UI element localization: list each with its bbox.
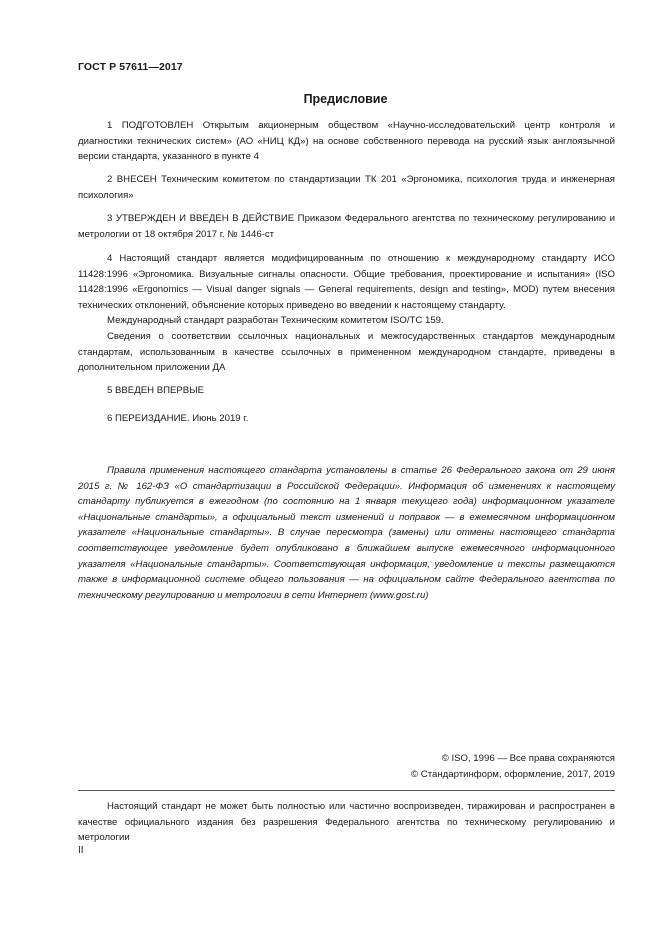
paragraph: Правила применения настоящего стандарта установлены в статье 26 Федерального закона от 29 июня 2015 г. № 162-ФЗ «О стандартизации в Российской Федерации». Информация об изменениях к настоящему стандарту публикуется в ежегодном (по состоянию на 1 января текущего года) информационном указателе «Национальные стандарты», а официальный текст изменений и поправок — в ежемесячном информационном указателе «Национальные стандарты». В случае пересмотра (замены) или отмены настоящего стандарта соответствующее уведомление будет опубликовано в ближайшем выпуске ежемесячного информационного указателя «Национальные стандарты». Соответствующая информация, уведомление и тексты размещаются также в информационной системе общего пользования — на официальном сайте Федерального агентства по техническому регулированию и метрологии в сети Интернет (www.gost.ru) (78, 465, 615, 601)
paragraph: Международный стандарт разработан Техническим комитетом ISO/TC 159. (107, 315, 444, 327)
preface-item-5 (78, 383, 615, 399)
preface-item-2 (78, 172, 615, 203)
page-number: II (78, 845, 84, 856)
iso-copyright: © ISO, 1996 — Все права сохраняются (441, 753, 615, 764)
paragraph: 1 ПОДГОТОВЛЕН Открытым акционерным обществом «Научно-исследовательский центр контроля и диагностики технических систем» (АО «НИЦ КД») на основе собственного перевода на русский язык англоязычной версии стандарта, указанного в пункте 4 (78, 120, 615, 163)
paragraph: 4 Настоящий стандарт является модифицированным по отношению к международному стандарту ИСО 11428:1996 «Эргономика. Визуальные сигналы опасности. Общие требования, проектирование и испытания» (ISO 11428:1996 «Ergonomics — Visual danger signals — General requirements, design and testing», MOD) путем внесения технических отклонений, объяснение которых приведено во введении к настоящему стандарту. (78, 253, 615, 311)
paragraph: 5 ВВЕДЕН ВПЕРВЫЕ (107, 385, 205, 396)
paragraph: Сведения о соответствии ссылочных национальных и межгосударственных стандартов международным стандартам, использованным в качестве ссылочных в примененном международном стандарте, приведены в дополнительном приложении ДА (78, 330, 615, 374)
preface-item-1 (78, 118, 615, 165)
copyright-block (411, 751, 615, 782)
paragraph: 2 ВНЕСЕН Техническим комитетом по стандартизации ТК 201 «Эргономика, психология труда и инженерная психология» (78, 174, 615, 201)
paragraph: Настоящий стандарт не может быть полностью или частично воспроизведен, тиражирован и распространен в качестве официального издания без разрешения Федерального агентства по техническому регулированию и метрологии (78, 801, 615, 844)
preface-item-3 (78, 211, 615, 242)
application-rules-notice (78, 463, 615, 603)
page-title: Предисловие (303, 92, 388, 106)
reproduction-notice (78, 799, 615, 846)
standard-code: ГОСТ Р 57611—2017 (78, 61, 183, 73)
standartinform-copyright: © Стандартинформ, оформление, 2017, 2019 (411, 768, 615, 780)
preface-item-4 (78, 251, 615, 376)
paragraph: 3 УТВЕРЖДЕН И ВВЕДЕН В ДЕЙСТВИЕ Приказом Федерального агентства по техническому регулированию и метрологии от 18 октября 2017 г. № 1446-ст (78, 213, 615, 240)
paragraph: 6 ПЕРЕИЗДАНИЕ. Июнь 2019 г. (107, 413, 249, 424)
preface-item-6 (78, 411, 615, 427)
divider (78, 790, 615, 791)
